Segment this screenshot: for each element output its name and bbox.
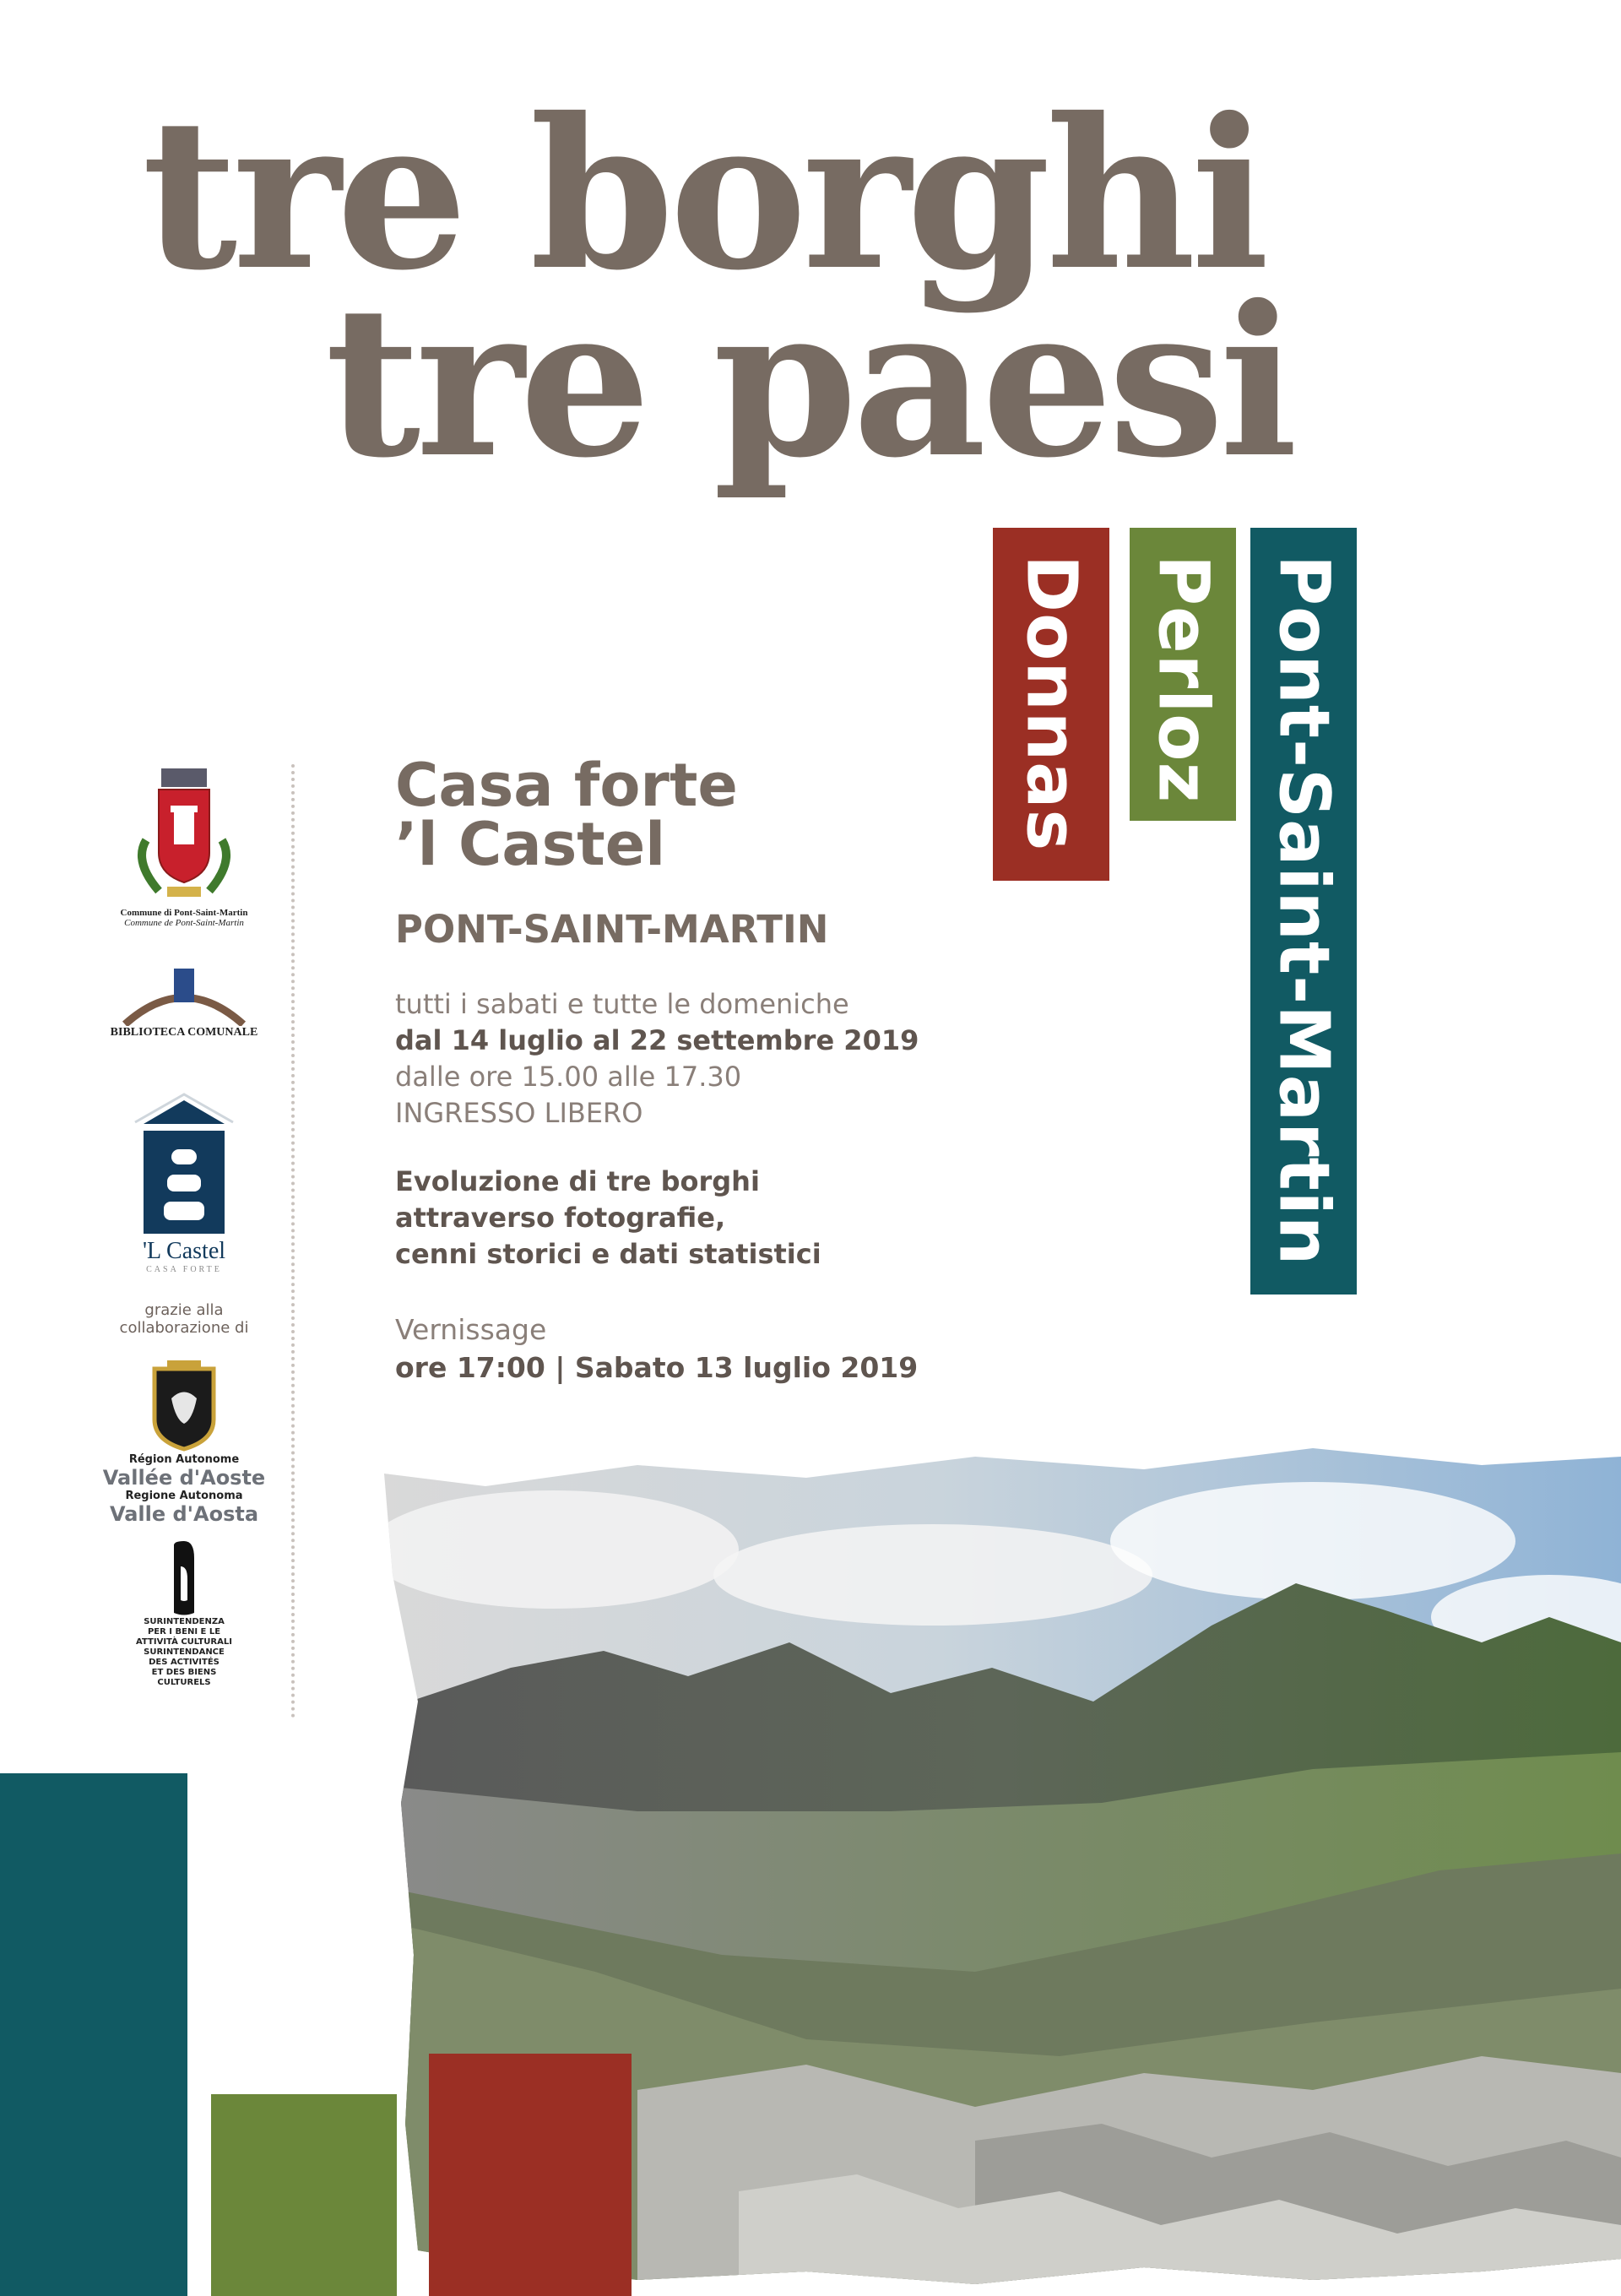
description-line-3: cenni storici e dati statistici — [395, 1238, 821, 1270]
region-shield-icon — [100, 1360, 268, 1453]
banner-pont-saint-martin — [1250, 528, 1357, 1295]
biblioteca-logo — [100, 967, 268, 1026]
poster-title-line2: tre paesi — [325, 260, 1293, 503]
sovr-3: ATTIVITÀ CULTURALI — [136, 1637, 232, 1647]
sovr-2: PER I BENI E LE — [147, 1627, 221, 1637]
vernissage-block — [395, 1311, 1071, 1387]
region-it-1: Regione Autonoma — [125, 1490, 243, 1502]
sovr-7: CULTURELS — [157, 1678, 211, 1687]
castel-logo — [100, 1090, 268, 1238]
logos-divider — [291, 764, 295, 1718]
description-line-2: attraverso fotografie, — [395, 1202, 726, 1234]
castel-tower-icon — [100, 1090, 268, 1238]
venue-line-2: ’l Castel — [395, 810, 666, 879]
castel-name: 'L Castel — [142, 1238, 226, 1264]
venue-city: PONT-SAINT-MARTIN — [395, 907, 829, 952]
venue-line-1: Casa forte — [395, 751, 738, 820]
comune-caption-2: Commune de Pont-Saint-Martin — [124, 918, 244, 928]
schedule-dates: dal 14 luglio al 22 settembre 2019 — [395, 1024, 919, 1056]
sovr-1: SURINTENDENZA — [144, 1617, 225, 1626]
description-line-1: Evoluzione di tre borghi — [395, 1165, 760, 1197]
poster-title-line1: tre borghi — [142, 73, 1265, 316]
banner-psm-label: Pont-Saint-Martin — [1263, 555, 1344, 1267]
schedule-entry: INGRESSO LIBERO — [395, 1097, 643, 1129]
comune-caption-1: Commune di Pont-Saint-Martin — [120, 908, 248, 918]
region-crest — [100, 1360, 268, 1453]
library-arch-icon — [100, 967, 268, 1026]
banner-perloz-label: Perloz — [1142, 555, 1223, 804]
schedule-block — [395, 986, 1071, 1132]
thanks-line-2: collaborazione di — [119, 1319, 249, 1337]
schedule-days: tutti i sabati e tutte le domeniche — [395, 988, 849, 1020]
soprintendenza-logo — [100, 1541, 268, 1617]
banner-donnas-label: Donnas — [1011, 555, 1092, 852]
description-block — [395, 1164, 986, 1273]
red-block — [429, 2054, 632, 2296]
sovr-5: DES ACTIVITÉS — [149, 1658, 220, 1667]
thanks-line-1: grazie alla — [144, 1301, 224, 1319]
region-fr-1: Région Autonome — [128, 1453, 240, 1466]
banner-perloz — [1130, 528, 1236, 821]
sovr-4: SURINTENDANCE — [144, 1647, 225, 1657]
vernissage-label: Vernissage — [395, 1313, 547, 1346]
teal-block — [0, 1773, 187, 2296]
coat-of-arms-icon — [100, 760, 268, 908]
green-block — [211, 2094, 397, 2296]
sovr-6: ET DES BIENS — [151, 1668, 217, 1677]
logos-column — [100, 760, 268, 1688]
biblioteca-caption: BIBLIOTECA COMUNALE — [110, 1026, 258, 1039]
castel-sub: CASA FORTE — [146, 1265, 222, 1274]
vernissage-when: ore 17:00 | Sabato 13 luglio 2019 — [395, 1351, 919, 1384]
soprintendenza-mark-icon — [100, 1541, 268, 1617]
region-it-2: Valle d'Aosta — [109, 1502, 259, 1526]
region-fr-2: Vallée d'Aoste — [102, 1466, 266, 1490]
venue-name — [395, 751, 1071, 879]
schedule-hours: dalle ore 15.00 alle 17.30 — [395, 1061, 742, 1093]
comune-coat-of-arms — [100, 760, 268, 908]
